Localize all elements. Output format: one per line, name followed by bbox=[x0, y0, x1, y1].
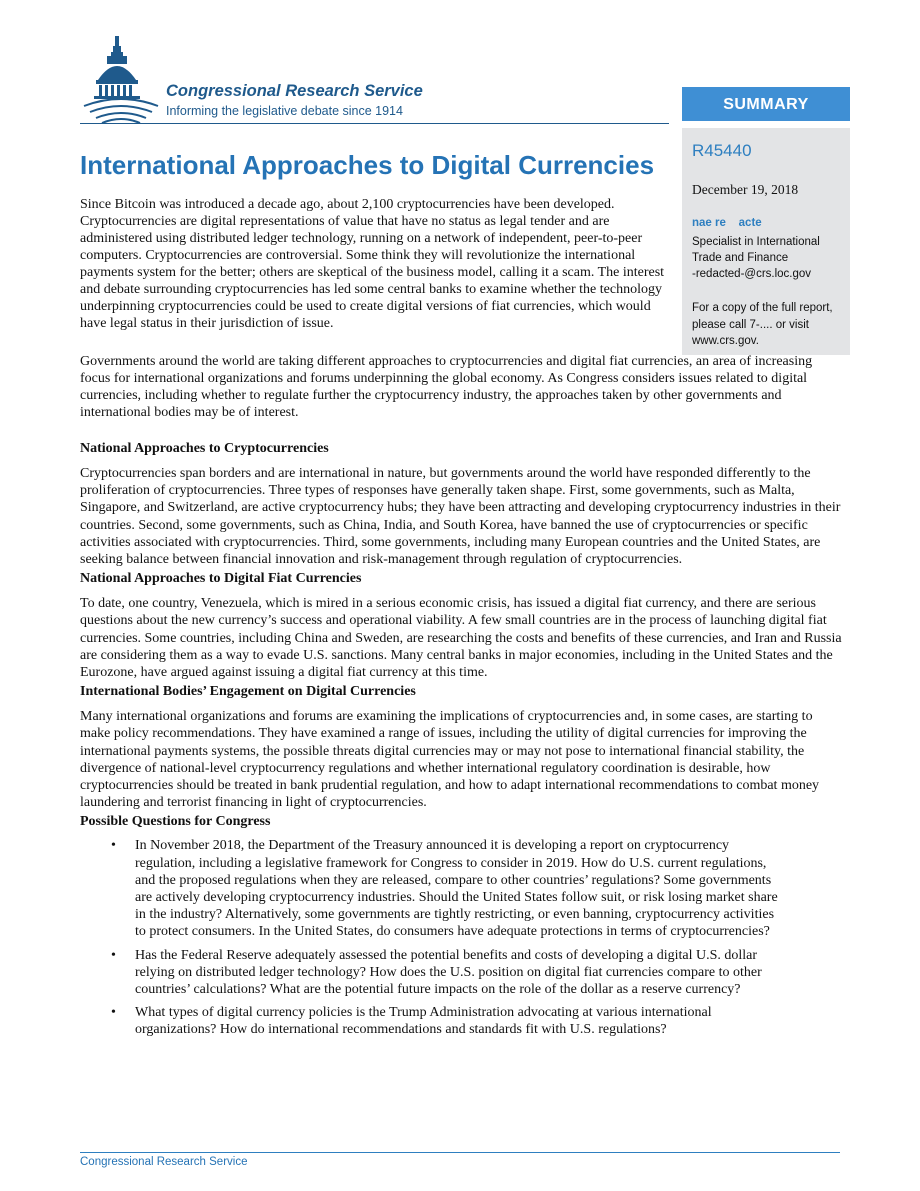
footer-divider bbox=[80, 1152, 840, 1153]
crs-logo bbox=[80, 34, 480, 124]
summary-tab-gap bbox=[682, 121, 850, 128]
org-name: Congressional Research Service bbox=[166, 82, 423, 100]
list-item bbox=[80, 1004, 844, 1038]
org-tagline: Informing the legislative debate since 1914 bbox=[166, 104, 403, 118]
author-info bbox=[692, 234, 848, 282]
list-item bbox=[80, 837, 844, 940]
bullet-icon: • bbox=[111, 947, 116, 963]
overview-paragraph: Governments around the world are taking different approaches to cryptocurrencies and digital fiat currencies, an area of increasing focus for international organizations and forums underpinning the global economy. As Congress considers issues related to digital currencies, including whether to regulate further the cryptocurrency industry, the approaches taken by other governments and international bodies may be of interest. bbox=[80, 354, 813, 420]
header-divider bbox=[80, 123, 669, 124]
question-text: Has the Federal Reserve adequately assessed the potential benefits and costs of developing a digital U.S. dollar relying on distributed ledger technology? How does the U.S. position on digital fiat currencies compare to other countries’ calculations? What are the potential future impacts on the role of the dollar as a reserve currency? bbox=[135, 947, 762, 998]
section-body-crypto: Cryptocurrencies span borders and are international in nature, but governments around the world have responded differently to the proliferation of cryptocurrencies. Three types of responses have generally taken shape. First, some governments, such as Malta, Singapore, and Switzerland, are active cryptocurrency hubs; they have been attracting and developing cryptocurrency industries in their countries. Second, some governments, such as China, India, and South Korea, have banned the use of cryptocurrencies or specific activities associated with cryptocurrencies. Third, some governments, including many European countries and the United States, are seeking balance between financial innovation and risk-management through regulation of cryptocurrencies. bbox=[80, 466, 841, 568]
section-heading-fiat: National Approaches to Digital Fiat Currencies bbox=[80, 571, 362, 587]
capitol-dome-icon bbox=[80, 34, 162, 126]
author-email[interactable]: -redacted-@crs.loc.gov bbox=[692, 268, 812, 280]
copy-link[interactable]: www.crs.gov. bbox=[692, 335, 759, 347]
intro-paragraph: Since Bitcoin was introduced a decade ago, about 2,100 cryptocurrencies have been developed. Cryptocurrencies are digital representations of value that have no status as legal tender and are administered using distributed ledger technology, running on a network of independent, peer-to-peer computers. Cryptocurrencies are controversial. Some think they will revolutionize the international payments system for the better; others are skeptical of the business model, calling it a scam. The interest and debate surrounding cryptocurrencies has led some central banks to examine whether the technology underpinning cryptocurrencies could be used to create digital versions of fiat currencies, which would have legal status in their jurisdiction of issue. bbox=[80, 197, 665, 331]
copy-line1: For a copy of the full report, bbox=[692, 302, 833, 314]
page-title: International Approaches to Digital Currencies bbox=[80, 150, 655, 180]
author-name[interactable]: nae re acte bbox=[692, 217, 762, 229]
report-date: December 19, 2018 bbox=[692, 182, 799, 197]
author-title-line1: Specialist in International bbox=[692, 236, 820, 248]
author-title-line2: Trade and Finance bbox=[692, 252, 789, 264]
report-number: R45440 bbox=[692, 141, 752, 160]
questions-list bbox=[80, 837, 844, 1038]
question-text: What types of digital currency policies is the Trump Administration advocating at various international organizations? How do international recommendations and standards fit with U.S. regulations? bbox=[135, 1005, 712, 1038]
summary-tab: SUMMARY bbox=[682, 87, 850, 121]
section-heading-international: International Bodies’ Engagement on Digital Currencies bbox=[80, 684, 416, 700]
copy-line2: please call 7-.... or visit bbox=[692, 318, 809, 331]
summary-sidebar bbox=[682, 87, 850, 355]
footer-org-name: Congressional Research Service bbox=[80, 1156, 248, 1168]
copy-info bbox=[692, 300, 848, 350]
question-text: In November 2018, the Department of the Treasury announced it is developing a report on cryptocurrency regulation, including a legislative framework for Congress to consider in 2019. How do U.S. current regulations, and the proposed regulations when they are released, compare to other countries’ regulations? Some governments are actively developing cryptocurrency industries. Should the United States follow suit, or risk losing market share in the industry? Alternatively, some governments are tightly restricting, or even banning, cryptocurrency activities to protect consumers. In the United States, do consumers have adequate protections in terms of cryptocurrencies? bbox=[135, 838, 778, 940]
section-body-fiat: To date, one country, Venezuela, which is mired in a serious economic crisis, has issued a digital fiat currency, and there are serious questions about the new currency’s success and operational viability. A few small countries are in the process of launching digital fiat currencies. Some countries, including China and Sweden, are researching the costs and benefits of these currencies, and Iran and Russia are considering them as a way to evade U.S. sanctions. Many central banks in major economies, including in the United States and the Eurozone, have argued against issuing a digital fiat currency at this time. bbox=[80, 596, 842, 681]
list-item bbox=[80, 947, 844, 999]
section-heading-questions: Possible Questions for Congress bbox=[80, 814, 271, 830]
section-heading-crypto: National Approaches to Cryptocurrencies bbox=[80, 441, 329, 456]
bullet-icon: • bbox=[111, 1005, 116, 1021]
summary-sections bbox=[80, 440, 844, 1039]
bullet-icon: • bbox=[111, 838, 116, 854]
section-body-international: Many international organizations and forums are examining the implications of cryptocurrencies and, in some cases, are starting to make policy recommendations. They have examined a range of issues, including the utility of digital currencies for improving the international payments systems, the possible threats digital currencies may or may not pose to international financial stability, the divergence of national-level cryptocurrency regulations and whether international regulatory coordination is desirable, how cryptocurrencies should be treated in bank prudential regulation, and how to adapt international recommendations to combat money laundering and terrorist financing in light of cryptocurrencies. bbox=[80, 709, 820, 811]
